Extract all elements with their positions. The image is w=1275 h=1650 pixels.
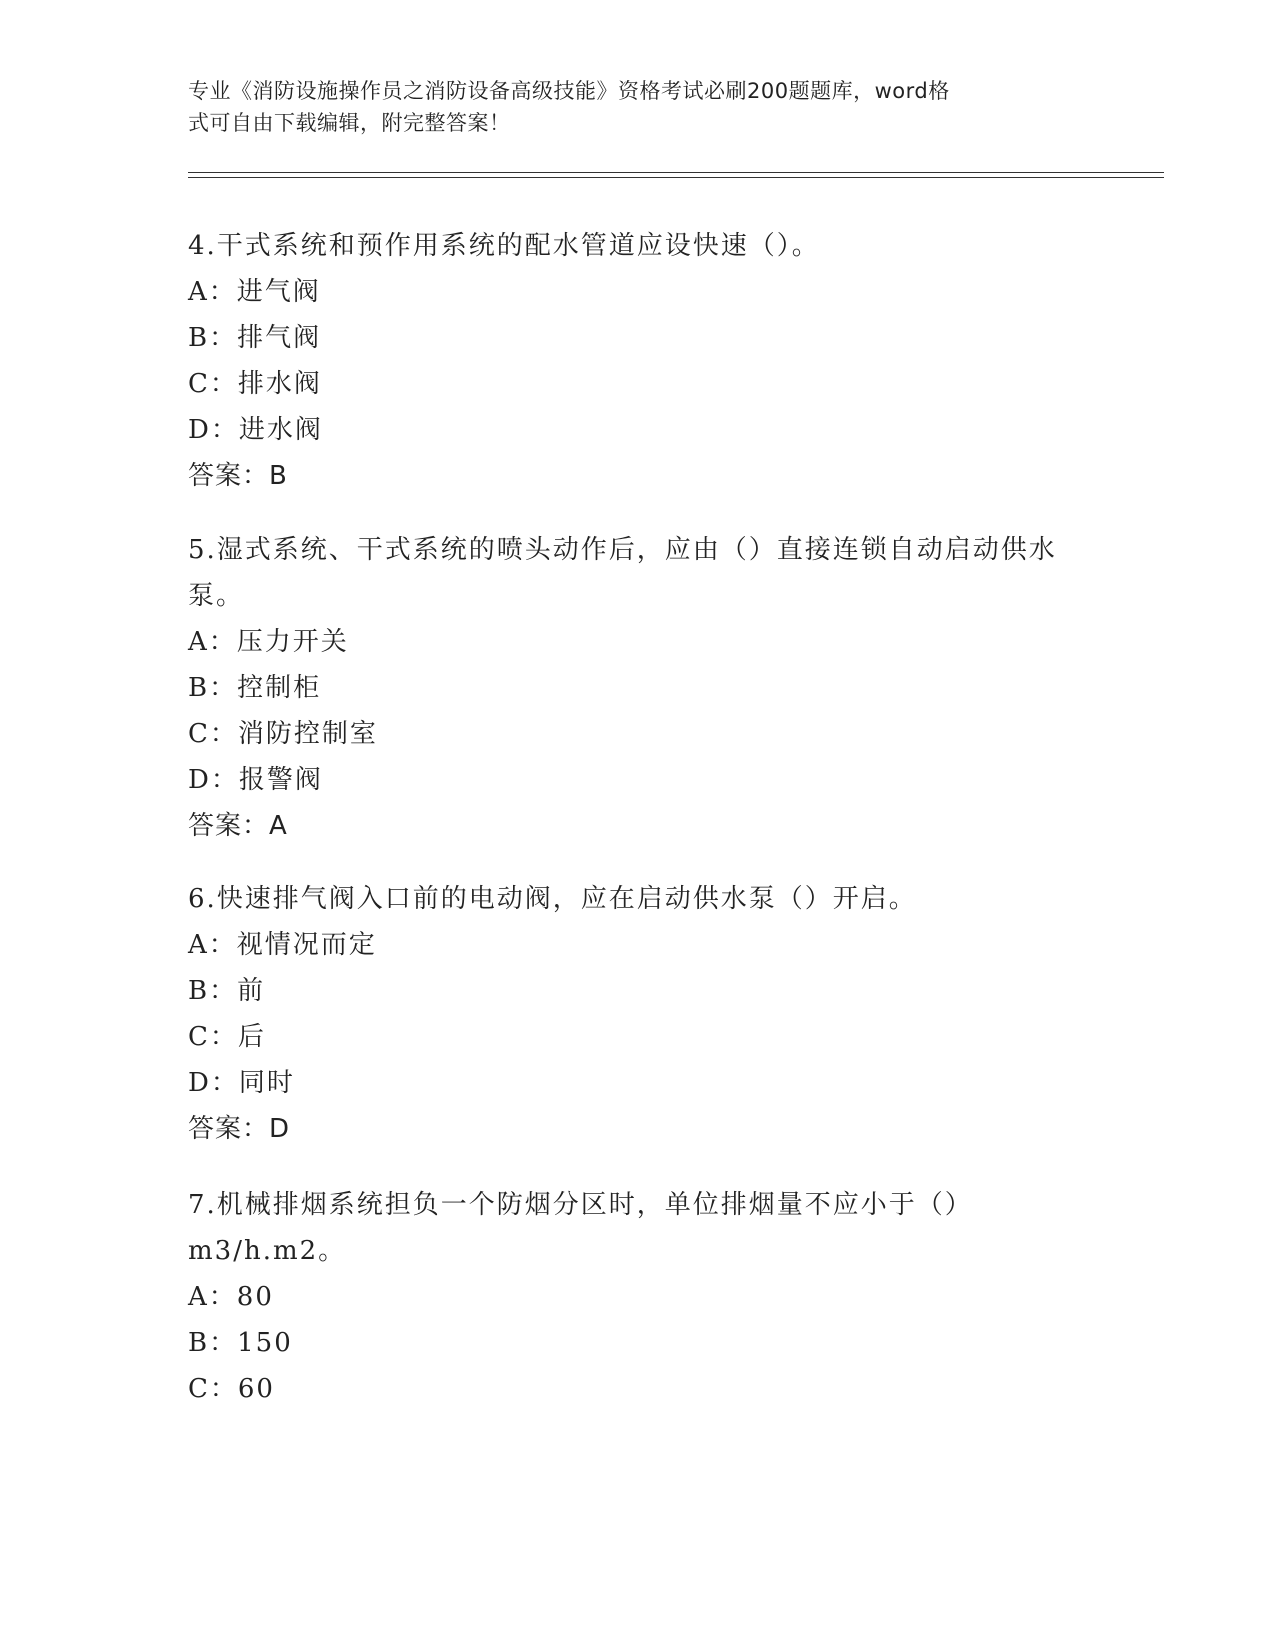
answer: 答案：A [188,811,288,841]
question-stem: 6.快速排气阀入口前的电动阀，应在启动供水泵（）开启。 [188,884,917,914]
header-divider-bottom [188,177,1164,178]
option-b: B：150 [188,1328,293,1358]
option-c: C：排水阀 [188,369,322,399]
question-5 [188,527,1068,849]
option-c: C：消防控制室 [188,719,378,749]
question-7 [188,1182,1068,1412]
option-a: A：进气阀 [188,277,321,307]
option-b: B：前 [188,976,266,1006]
answer: 答案：D [188,1114,291,1144]
option-a: A：压力开关 [188,627,349,657]
header-divider-top [188,172,1164,173]
answer: 答案：B [188,461,288,491]
option-c: C：60 [188,1374,275,1404]
header-line-1: 专业《消防设施操作员之消防设备高级技能》资格考试必刷200题题库，word格 [188,79,950,103]
question-6 [188,876,1068,1152]
question-stem: 5.湿式系统、干式系统的喷头动作后，应由（）直接连锁自动启动供水泵。 [188,535,1057,611]
document-header [188,75,1068,139]
header-line-2: 式可自由下载编辑，附完整答案！ [188,111,511,135]
option-d: D：进水阀 [188,415,323,445]
question-stem: 4.干式系统和预作用系统的配水管道应设快速（）。 [188,231,820,261]
option-b: B：控制柜 [188,673,322,703]
option-d: D：同时 [188,1068,295,1098]
question-stem: 7.机械排烟系统担负一个防烟分区时，单位排烟量不应小于（）m3/h.m2。 [188,1190,973,1266]
question-4 [188,223,1068,499]
option-a: A：视情况而定 [188,930,377,960]
option-a: A：80 [188,1282,274,1312]
option-d: D：报警阀 [188,765,323,795]
option-c: C：后 [188,1022,266,1052]
option-b: B：排气阀 [188,323,322,353]
